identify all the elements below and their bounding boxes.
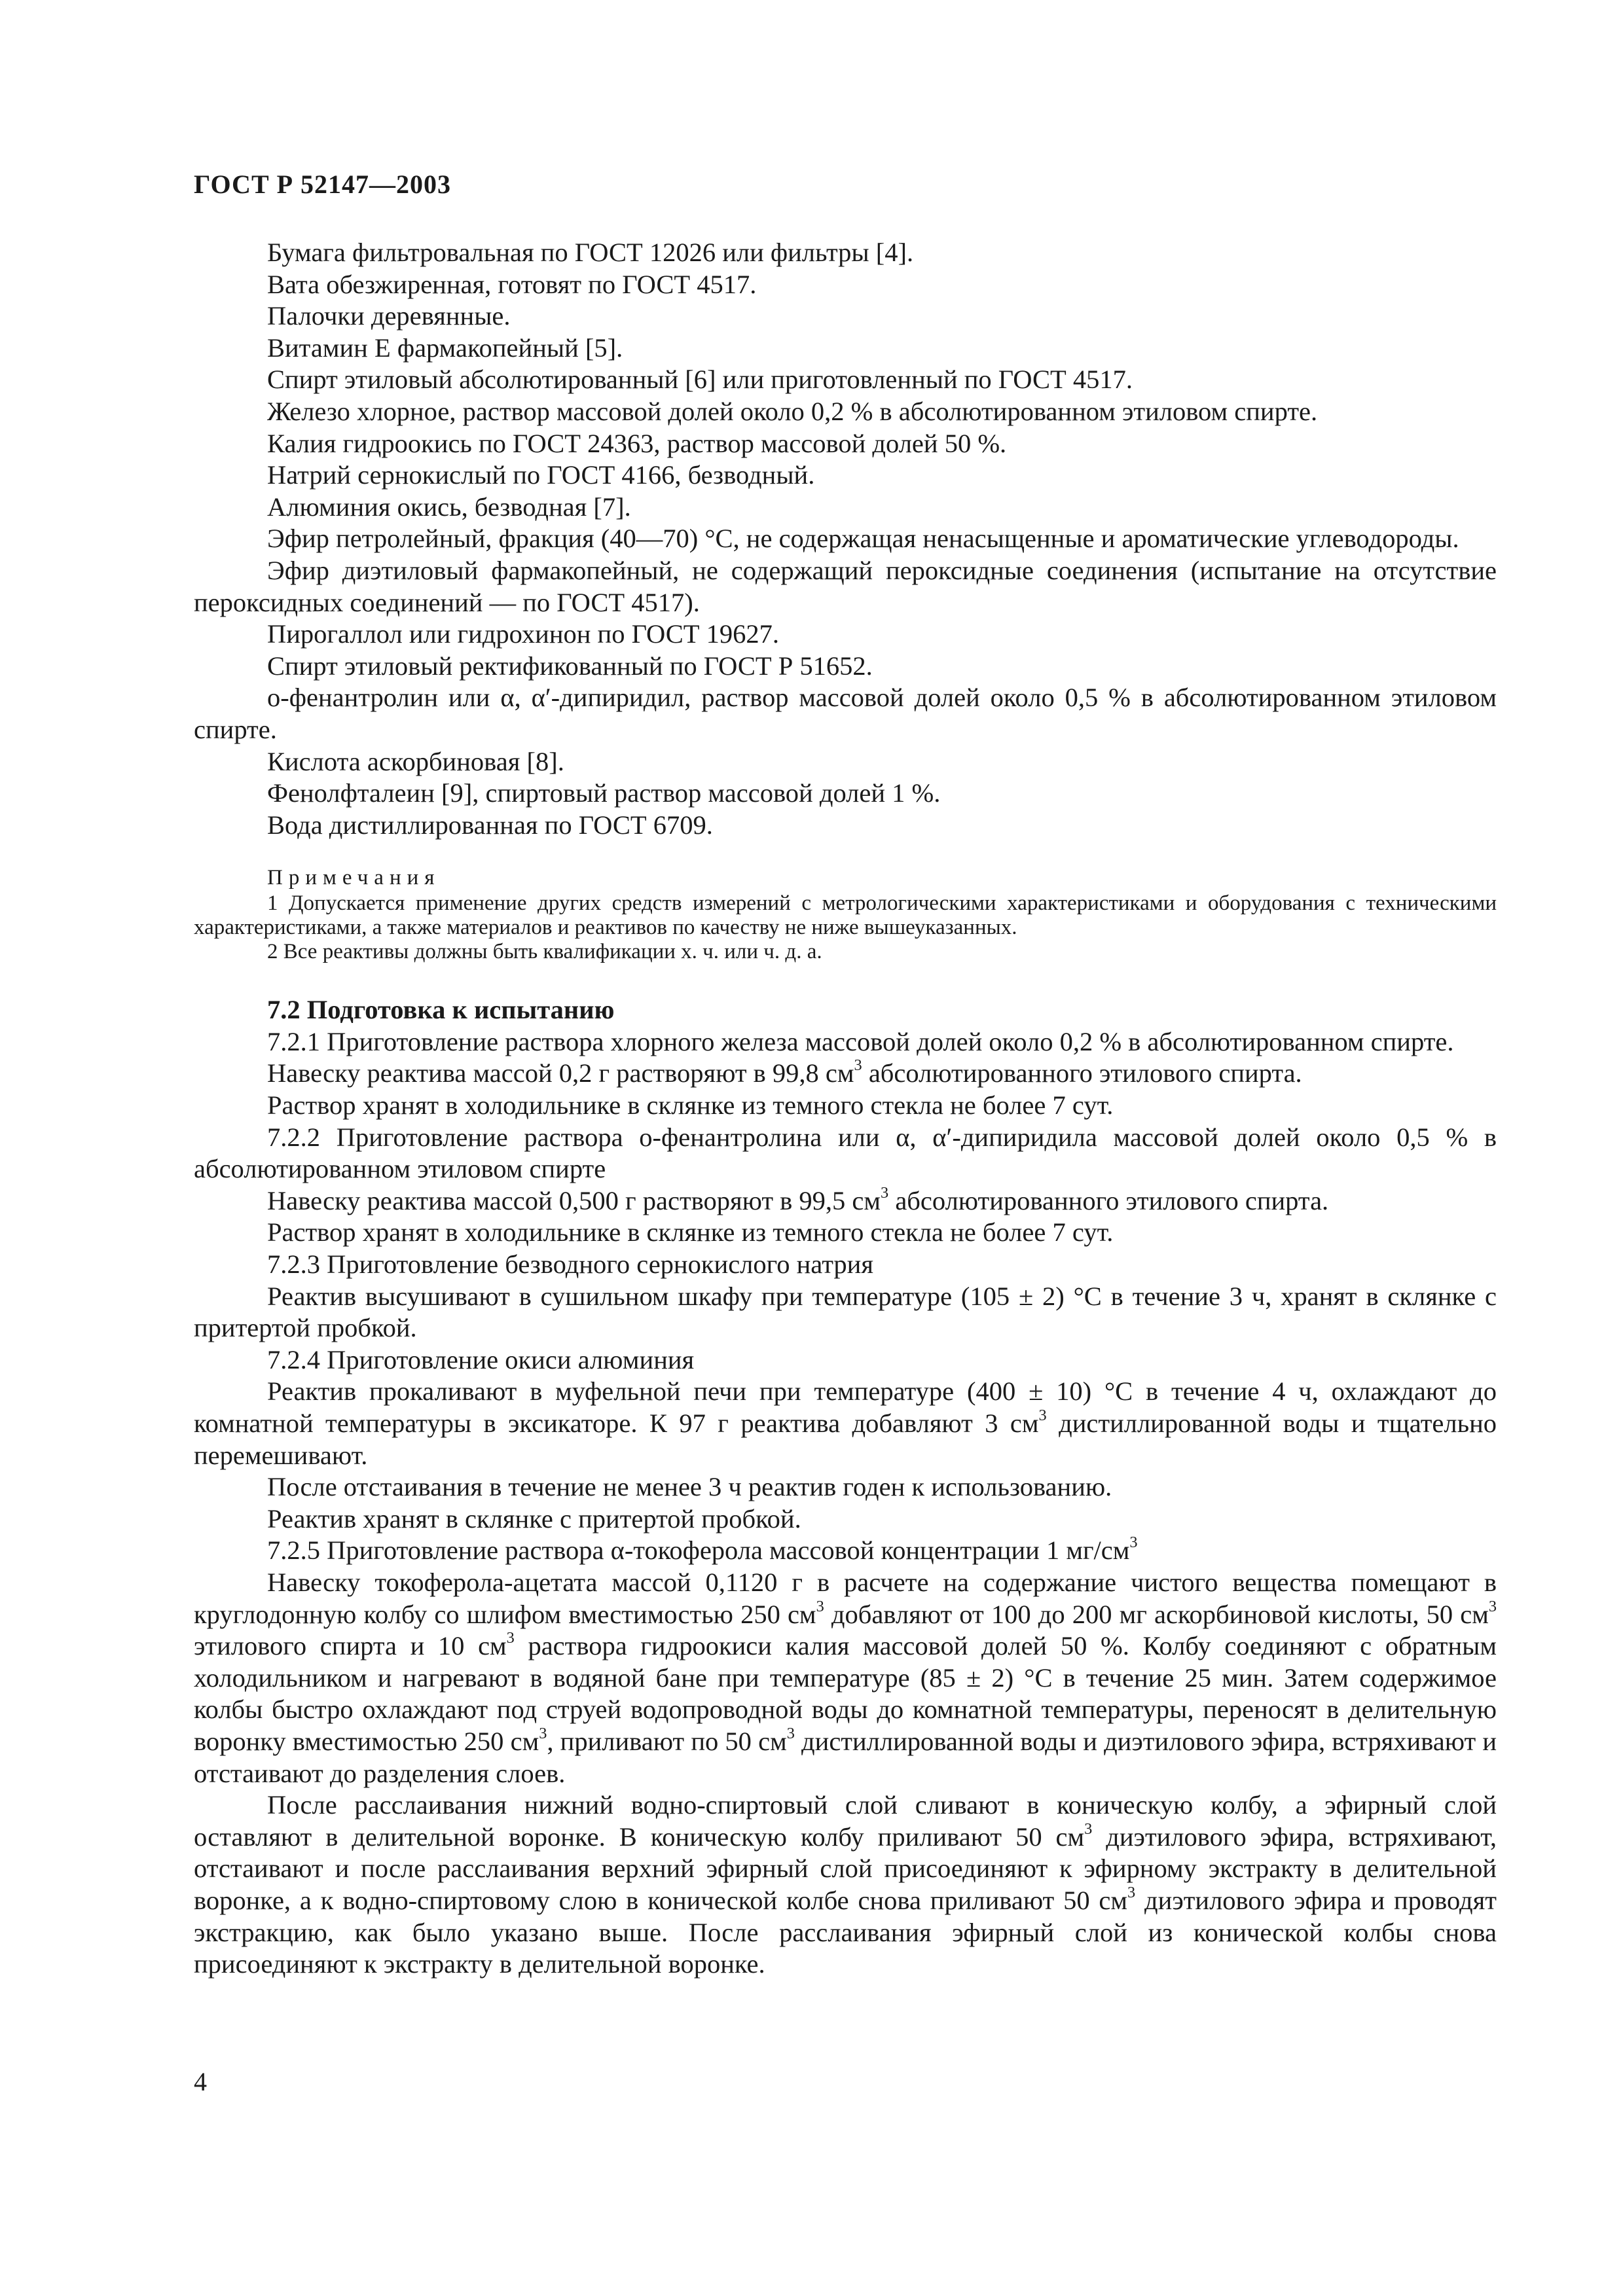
list-item: о-фенантролин или α, α′-дипиридил, раствор массовой долей около 0,5 % в абсолютированном этиловом спирте. [194,683,1497,744]
page-number: 4 [194,2067,207,2096]
paragraph: Навеску реактива массой 0,2 г растворяют в 99,8 $см^3$ абсолютированного этилового спирта. [267,1056,1302,1088]
paragraph: Реактив хранят в склянке с притертой пробкой. [267,1503,801,1534]
list-item: Кислота аскорбиновая [8]. [267,746,564,776]
list-item: Эфир петролейный, фракция (40—70) °С, не содержащая ненасыщенные и ароматические углеводороды. [267,524,1459,554]
list-item: Витамин Е фармакопейный [5]. [267,332,623,363]
list-item: Фенолфталеин [9], спиртовый раствор массовой долей 1 %. [267,778,941,808]
section-title: 7.2 Подготовка к испытанию [267,995,615,1025]
note-item: 2 Все реактивы должны быть квалификации х. ч. или ч. д. а. [267,940,822,964]
list-item: Палочки деревянные. [267,301,511,331]
paragraph: 7.2.2 Приготовление раствора о-фенантролина или α, α′-дипиридила массовой долей около 0,5 % в абсолютированном этиловом спирте [194,1122,1497,1184]
paragraph: 7.2.3 Приготовление безводного сернокислого натрия [267,1249,873,1280]
paragraph: Навеску реактива массой 0,500 г растворяют в 99,5 $см^3$ абсолютированного этилового спирта. [267,1183,1329,1215]
notes-block [194,866,1497,964]
list-item: Пирогаллол или гидрохинон по ГОСТ 19627. [267,619,779,649]
paragraph: Раствор хранят в холодильнике в склянке из темного стекла не более 7 сут. [267,1090,1114,1121]
list-item: Спирт этиловый абсолютированный [6] или приготовленный по ГОСТ 4517. [267,365,1133,395]
list-item: Вода дистиллированная по ГОСТ 6709. [267,810,713,840]
list-item: Бумага фильтровальная по ГОСТ 12026 или фильтры [4]. [267,238,914,267]
list-item: Алюминия окись, безводная [7]. [267,492,631,522]
paragraph: Навеску токоферола-ацетата массой 0,1120 г в расчете на содержание чистого вещества помещают в круглодонную колбу со шлифом вместимостью 250 $см^3$ добавляют от 100 до 200 мг аскорбиновой кислоты, 50 $см^3$ этилового спирта и 10 $см^3$ раствора гидроокиси калия массовой долей 50 %. Колбу соединяют с обратным холодильником и нагревают в водяной бане при температуре (85 ± 2) °С в течение 25 мин. Затем содержимое колбы быстро охлаждают под струей водопроводной воды до комнатной температуры, переносят в делительную воронку вместимостью 250 $см^3$, приливают по 50 $см^3$ дистиллированной воды и диэтилового эфира, встряхивают и отстаивают до разделения слоев. [194,1567,1497,1788]
list-item: Спирт этиловый ректификованный по ГОСТ Р 51652. [267,651,873,681]
list-item: Калия гидроокись по ГОСТ 24363, раствор массовой долей 50 %. [267,428,1007,458]
list-item: Вата обезжиренная, готовят по ГОСТ 4517. [267,269,757,299]
document-body [194,237,1497,1981]
paragraph: 7.2.5 Приготовление раствора α-токоферола массовой концентрации 1 $мг/см^3$ [267,1534,1138,1566]
paragraph: После расслаивания нижний водно-спиртовый слой сливают в коническую колбу, а эфирный слой оставляют в делительной воронке. В коническую колбу приливают 50 $см^3$ диэтилового эфира, встряхивают, отстаивают и после расслаивания верхний эфирный слой присоединяют к эфирному экстракту в делительной воронке, а к водно-спиртовому слою в конической колбе снова приливают 50 $см^3$ диэтилового эфира и проводят экстракцию, как было указано выше. После расслаивания эфирный слой из конической колбы снова присоединяют к экстракту в делительной воронке. [194,1790,1497,1979]
notes-title: Примечания [267,866,441,890]
paragraph: После отстаивания в течение не менее 3 ч реактив годен к использованию. [267,1472,1112,1502]
list-item: Натрий сернокислый по ГОСТ 4166, безводный. [267,460,815,490]
paragraph: 7.2.4 Приготовление окиси алюминия [267,1344,695,1374]
paragraph: Раствор хранят в холодильнике в склянке из темного стекла не более 7 сут. [267,1217,1114,1247]
paragraph: 7.2.1 Приготовление раствора хлорного железа массовой долей около 0,2 % в абсолютированном спирте. [267,1026,1454,1056]
page-header: ГОСТ Р 52147—2003 [194,170,452,199]
note-item: 1 Допускается применение других средств измерений с метрологическими характеристиками и оборудования с техническими характеристиками, а также материалов и реактивов по качеству не ниже вышеуказанных. [194,891,1497,940]
paragraph: Реактив высушивают в сушильном шкафу при температуре (105 ± 2) °С в течение 3 ч, хранят в склянке с притертой пробкой. [194,1281,1497,1343]
list-item: Железо хлорное, раствор массовой долей около 0,2 % в абсолютированном этиловом спирте. [267,396,1318,426]
list-item: Эфир диэтиловый фармакопейный, не содержащий пероксидные соединения (испытание на отсутствие пероксидных соединений — по ГОСТ 4517). [194,555,1497,617]
paragraph: Реактив прокаливают в муфельной печи при температуре (400 ± 10) °С в течение 4 ч, охлаждают до комнатной температуры в эксикаторе. К 97 г реактива добавляют 3 $см^3$ дистиллированной воды и тщательно перемешивают. [194,1376,1497,1470]
